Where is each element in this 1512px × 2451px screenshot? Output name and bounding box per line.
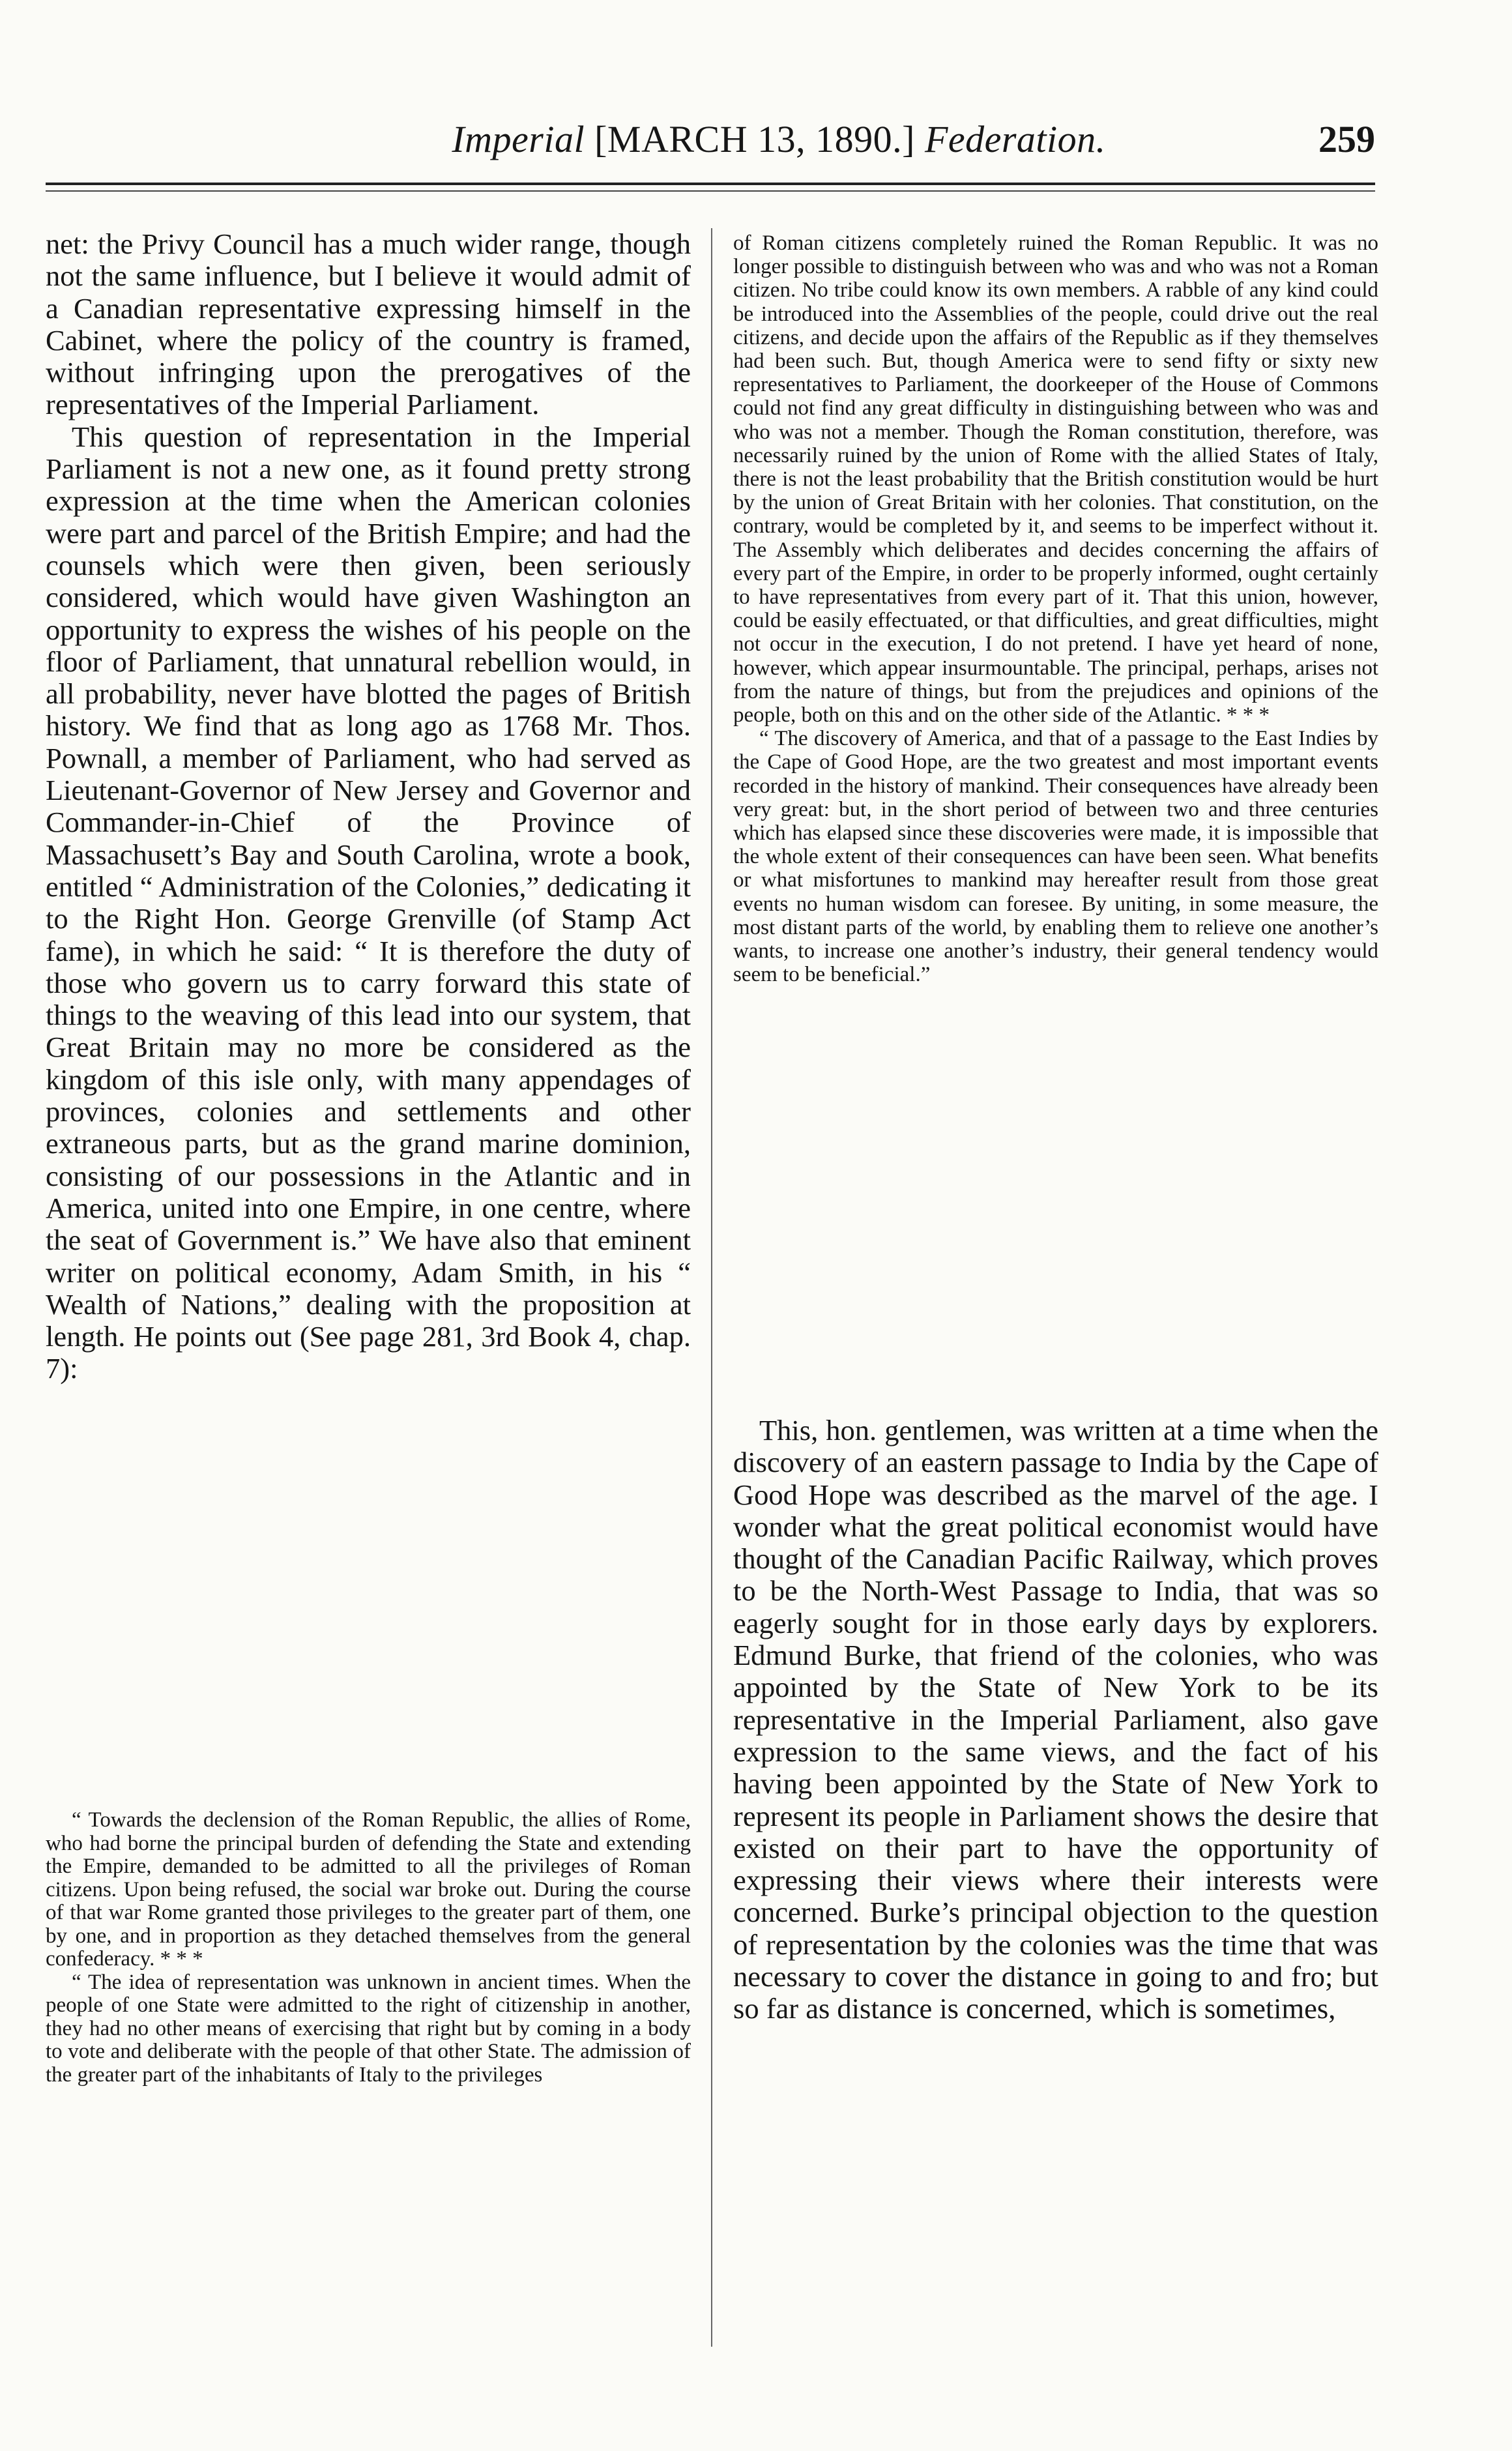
running-title [404,117,1154,161]
right-quote-paragraph-1: of Roman citizens completely ruined the Roman Republic. It was no longer possible to distinguish between who was and who was not a Roman citizen. No tribe could know its own members. A rabble of any kind could be introduced into the Assemblies of the people, could drive out the real citizens, and decide upon the affairs of the Republic as if they themselves had been such. But, though America were to send fifty or sixty new representatives to Parliament, the doorkeeper of the House of Commons could not find any great difficulty in distinguishing between who was and who was not a member. Though the Roman constitution, therefore, was necessarily ruined by the union of Rome with the allied States of Italy, there is not the least probability that the British constitution would be hurt by the union of Great Britain with her colonies. That constitution, on the contrary, would be completed by it, and seems to be imperfect without it. The Assembly which deliberates and decides concerning the affairs of every part of the Empire, in order to be properly informed, ought certainly to have representatives from every part of it. That this union, however, could be easily effectuated, or that difficulties, and great difficulties, might not occur in the execution, I do not pretend. I have yet heard of none, however, which appear insurmountable. The principal, perhaps, arises not from the nature of things, but from the prejudices and opinions of the people, both on this and on the other side of the Atlantic. * * * [733,231,1378,727]
column-divider [711,228,712,2347]
header-rule-thin [46,190,1375,192]
running-title-right: Federation. [924,118,1106,160]
left-column-body [46,228,691,1799]
page-number: 259 [1318,118,1375,160]
page-header [0,117,1512,169]
left-paragraph-2: This question of representation in the Imperial Parliament is not a new one, as it found pretty strong expression at the time when the American colonies were part and parcel of the British Empire; and had the counsels which were then given, been seriously considered, which would have given Washington an opportunity to express the wishes of his people on the floor of Parliament, that unnatural rebellion would, in all probability, never have blotted the pages of British history. We find that as long ago as 1768 Mr. Thos. Pownall, a member of Parliament, who had served as Lieutenant-Governor of New Jersey and Governor and Commander-in-Chief of the Province of Massachusett’s Bay and South Carolina, wrote a book, entitled “ Administration of the Colonies,” dedicating it to the Right Hon. George Grenville (of Stamp Act fame), in which he said: “ It is therefore the duty of those who govern us to carry forward this state of things to the weaving of this lead into our system, that Great Britain may no more be considered as the kingdom of this isle only, with many appendages of provinces, colonies and settlements and other extraneous parts, but as the grand marine dominion, consisting of our possessions in the Atlantic and in America, united into one Empire, in one centre, where the seat of Government is.” We have also that eminent writer on political economy, Adam Smith, in his “ Wealth of Nations,” dealing with the proposition at length. He points out (See page 281, 3rd Book 4, chap. 7): [46,420,691,1385]
issue-date: [MARCH 13, 1890.] [594,118,915,160]
right-column-body [733,1415,1378,2340]
left-paragraph-1: net: the Privy Council has a much wider range, though not the same influence, but I believe it would admit of a Canadian representative expressing himself in the Cabinet, where the policy of the country is framed, without infringing upon the prerogatives of the representatives of the Imperial Parliament. [46,228,691,421]
left-column-quote [46,1809,691,2330]
left-quote-paragraph-2: “ The idea of representation was unknown in ancient times. When the people of one State were admitted to the right of citizenship in another, they had no other means of exercising that right but by coming in a body to vote and deliberate with the people of that other State. The admission of the greater part of the inhabitants of Italy to the privileges [46,1970,691,2087]
left-quote-paragraph-1: “ Towards the declension of the Roman Republic, the allies of Rome, who had borne the principal burden of defending the State and extending the Empire, demanded to be admitted to all the privileges of Roman citizens. Upon being refused, the social war broke out. During the course of that war Rome granted those privileges to the greater part of them, one by one, and in proportion as they detached themselves from the general confederacy. * * * [46,1809,691,1971]
right-column-quote [733,231,1378,1392]
right-quote-paragraph-2: “ The discovery of America, and that of a passage to the East Indies by the Cape of Good Hope, are the two greatest and most important events recorded in the history of mankind. Their consequences have already been very great: but, in the short period of between two and three centuries which has elapsed since these discoveries were made, it is impossible that the whole extent of their consequences can have been seen. What benefits or what misfortunes to mankind may hereafter result from those great events no human wisdom can foresee. By uniting, in some measure, the most distant parts of the world, by enabling them to relieve one another’s wants, to increase one another’s industry, their general tendency would seem to be beneficial.” [733,727,1378,987]
running-title-left: Imperial [452,118,585,160]
right-paragraph-1: This, hon. gentlemen, was written at a time when the discovery of an eastern passage to India by the Cape of Good Hope was described as the marvel of the age. I wonder what the great political economist would have thought of the Canadian Pacific Railway, which proves to be the North-West Passage to India, that was so eagerly sought for in those early days by explorers. Edmund Burke, that friend of the colonies, who was appointed by the State of New York to be its representative in the Imperial Parliament, also gave expression to the same views, and the fact of his having been appointed by the State of New York to represent its people in Parliament shows the desire that existed on their part to have the opportunity of expressing their views where their interests were concerned. Burke’s principal objection to the question of representation by the colonies was the time that was necessary to cover the distance in going to and fro; but so far as distance is concerned, which is sometimes, [733,1415,1378,2025]
header-rule-thick [46,183,1375,185]
